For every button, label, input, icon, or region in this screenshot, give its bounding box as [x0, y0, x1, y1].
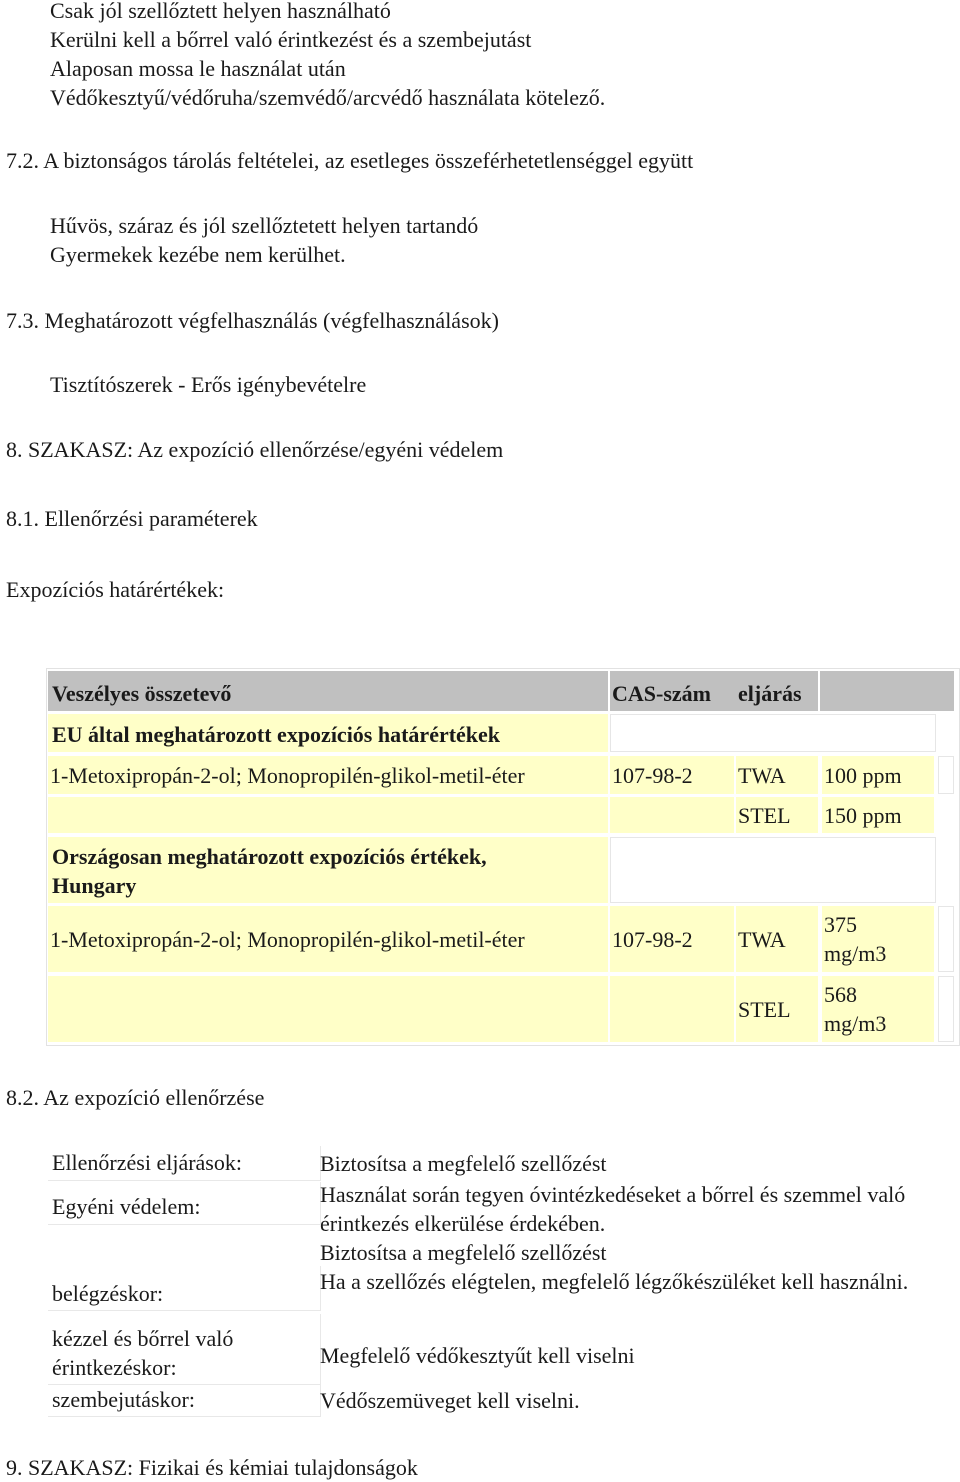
eu-row-2-name-cell: [48, 797, 608, 833]
eu-group-cell: [48, 714, 608, 752]
header-procedure: eljárás: [738, 681, 802, 706]
section-7-2-line-2: Gyermekek kezébe nem kerülhet.: [50, 242, 346, 267]
control-label-procedures: Ellenőrzési eljárások:: [52, 1150, 242, 1175]
eu-row-1-name: 1-Metoxipropán-2-ol; Monopropilén-glikol-metil-éter: [50, 763, 525, 788]
eu-row-1-cas: 107-98-2: [612, 763, 693, 788]
hu-row-2-value: 568 mg/m3: [824, 982, 887, 1036]
hu-row-2-type: STEL: [738, 997, 791, 1022]
eu-row-1-type-cell: [736, 756, 818, 794]
eu-group-title: EU által meghatározott expozíciós határértékek: [52, 722, 501, 747]
hu-row-2-name-cell: [48, 976, 608, 1042]
control-label-inhalation: belégzéskor:: [52, 1281, 164, 1306]
eu-group-empty: [610, 714, 936, 752]
control-value-eyes: Védőszemüveget kell viselni.: [320, 1388, 580, 1413]
control-label-eyes: szembejutáskor:: [52, 1387, 195, 1412]
control-label-skin: kézzel és bőrrel való érintkezéskor:: [52, 1326, 234, 1380]
hu-row-2-type-cell: [736, 976, 818, 1042]
hu-row-1-value-cell: [822, 906, 934, 972]
control-value-skin: Megfelelő védőkesztyűt kell viselni: [320, 1343, 635, 1368]
hu-row-2-value-cell: [822, 976, 934, 1042]
intro-line-1: Csak jól szellőztett helyen használható: [50, 0, 391, 23]
eu-row-1-name-cell: [48, 756, 608, 794]
control-value-inhalation: Ha a szellőzés elégtelen, megfelelő légzőkészüléket kell használni.: [320, 1269, 909, 1294]
control-label-personal: Egyéni védelem:: [52, 1194, 201, 1219]
eu-row-1-value-cell: [822, 756, 934, 794]
hu-row-1-name-cell: [48, 906, 608, 972]
eu-row-1-cas-cell: [610, 756, 734, 794]
hu-row-1-type: TWA: [738, 927, 786, 952]
hu-group-empty: [610, 837, 936, 903]
control-value-personal-2: Biztosítsa a megfelelő szellőzést: [320, 1240, 607, 1265]
hu-row-1-cas-cell: [610, 906, 734, 972]
header-component: Veszélyes összetevő: [52, 681, 232, 706]
eu-row-1-type: TWA: [738, 763, 786, 788]
hu-row-1-cas: 107-98-2: [612, 927, 693, 952]
hu-row-1-value: 375 mg/m3: [824, 912, 887, 966]
section-8-1-heading: 8.1. Ellenőrzési paraméterek: [6, 506, 258, 531]
intro-line-4: Védőkesztyű/védőruha/szemvédő/arcvédő használata kötelező.: [50, 85, 606, 110]
hu-row-2-cas-cell: [610, 976, 734, 1042]
eu-row-1-value: 100 ppm: [824, 763, 902, 788]
section-7-2-line-1: Hűvös, száraz és jól szellőztetett helyen tartandó: [50, 213, 479, 238]
intro-line-3: Alaposan mossa le használat után: [50, 56, 346, 81]
hu-group-title: Országosan meghatározott expozíciós értékek, Hungary: [52, 844, 487, 898]
header-cas: CAS-szám: [612, 681, 711, 706]
section-7-3-line: Tisztítószerek - Erős igénybevételre: [50, 372, 367, 397]
header-cas-cell: [610, 671, 736, 711]
hu-group-cell: [48, 837, 608, 903]
header-procedure-cell: [736, 671, 818, 711]
section-9-heading: 9. SZAKASZ: Fizikai és kémiai tulajdonságok: [6, 1455, 418, 1480]
eu-row-2-type-cell: [736, 797, 818, 833]
section-8-heading: 8. SZAKASZ: Az expozíció ellenőrzése/egyéni védelem: [6, 437, 504, 462]
control-value-personal: Használat során tegyen óvintézkedéseket a bőrrel és szemmel való érintkezés elkerülése érdekében.: [320, 1182, 906, 1236]
section-7-3-heading: 7.3. Meghatározott végfelhasználás (végfelhasználások): [6, 308, 499, 333]
hu-row-1-type-cell: [736, 906, 818, 972]
section-7-2-heading: 7.2. A biztonságos tárolás feltételei, az esetleges összeférhetetlenséggel együtt: [6, 148, 694, 173]
section-8-2-heading: 8.2. Az expozíció ellenőrzése: [6, 1085, 265, 1110]
eu-row-2-value: 150 ppm: [824, 803, 902, 828]
header-empty-cell: [820, 671, 954, 711]
eu-row-2-cas-cell: [610, 797, 734, 833]
eu-row-2-value-cell: [822, 797, 934, 833]
hu-row-1-name: 1-Metoxipropán-2-ol; Monopropilén-glikol-metil-éter: [50, 927, 525, 952]
intro-line-2: Kerülni kell a bőrrel való érintkezést és a szembejutást: [50, 27, 532, 52]
header-component-cell: [48, 671, 608, 711]
eu-row-2-type: STEL: [738, 803, 791, 828]
control-value-procedures: Biztosítsa a megfelelő szellőzést: [320, 1151, 607, 1176]
exposure-limits-label: Expozíciós határértékek:: [6, 577, 225, 602]
